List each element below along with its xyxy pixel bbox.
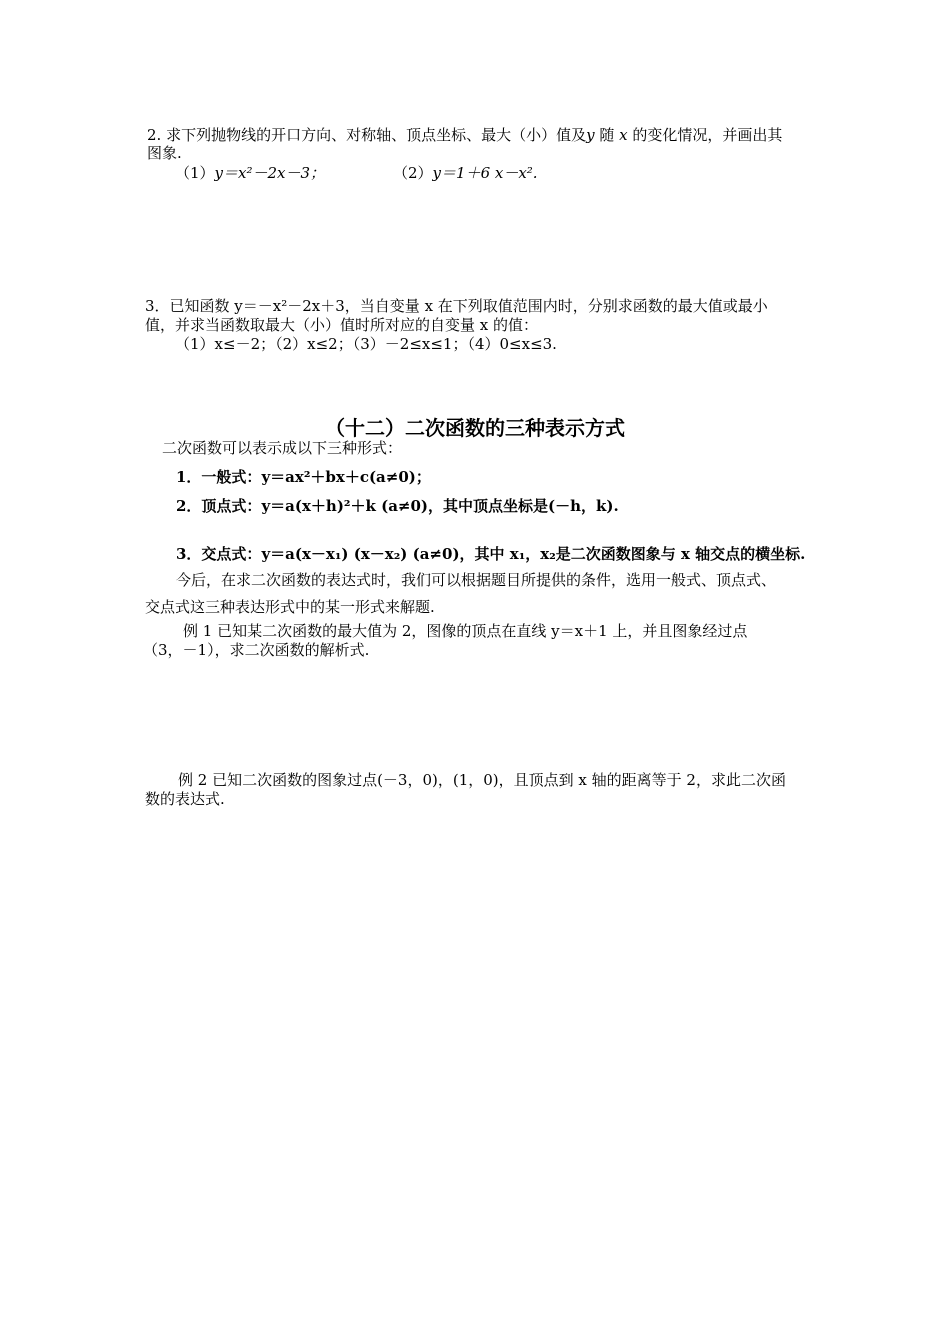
example2-line1: 例 2 已知二次函数的图象过点(－3，0)，(1，0)，且顶点到 x 轴的距离等于 2，求此二次函	[178, 771, 786, 789]
problem2-part2-expr: y＝1＋6 x－x².	[432, 164, 538, 182]
problem3-line3: （1）x≤－2；（2）x≤2；（3）－2≤x≤1；（4）0≤x≤3.	[175, 335, 557, 353]
problem2-text-b: 随	[594, 126, 620, 144]
problem2-part1-label: （1）	[175, 164, 215, 182]
problem2-text-c: 的变化情况，并画出其	[627, 126, 783, 144]
problem2-line2: 图象.	[147, 144, 182, 162]
problem2-text-a: 2. 求下列抛物线的开口方向、对称轴、顶点坐标、最大（小）值及	[147, 126, 587, 144]
problem2-var-x: x	[619, 126, 628, 144]
form1-general: 1．一般式：y＝ax²＋bx＋c(a≠0)；	[176, 468, 431, 486]
problem2-var-y: y	[586, 126, 595, 144]
example1-line1: 例 1 已知某二次函数的最大值为 2，图像的顶点在直线 y＝x＋1 上，并且图象经过点	[183, 622, 748, 640]
problem2-part2	[393, 164, 538, 182]
problem2-part1	[175, 164, 325, 182]
para1-line2: 交点式这三种表达形式中的某一形式来解题.	[145, 598, 435, 616]
section-intro: 二次函数可以表示成以下三种形式：	[162, 439, 403, 457]
problem2-part2-label: （2）	[393, 164, 433, 182]
problem3-line1: 3．已知函数 y＝－x²－2x＋3，当自变量 x 在下列取值范围内时，分别求函数的最大值或最小	[145, 297, 768, 315]
problem2-line1	[147, 126, 782, 144]
form3-intercept: 3．交点式：y＝a(x－x₁) (x－x₂) (a≠0)，其中 x₁，x₂是二次函数图象与 x 轴交点的横坐标.	[176, 545, 806, 563]
problem3-line2: 值，并求当函数取最大（小）值时所对应的自变量 x 的值：	[145, 316, 538, 334]
example1-line2: （3，－1），求二次函数的解析式.	[143, 641, 370, 659]
para1-line1: 今后，在求二次函数的表达式时，我们可以根据题目所提供的条件，选用一般式、顶点式、	[176, 571, 777, 589]
problem2-part1-expr: y＝x²－2x－3；	[214, 164, 326, 182]
form2-vertex: 2．顶点式：y＝a(x＋h)²＋k (a≠0)，其中顶点坐标是(－h，k).	[176, 497, 619, 515]
section-title: （十二）二次函数的三种表示方式	[325, 416, 625, 440]
example2-line2: 数的表达式.	[145, 790, 225, 808]
